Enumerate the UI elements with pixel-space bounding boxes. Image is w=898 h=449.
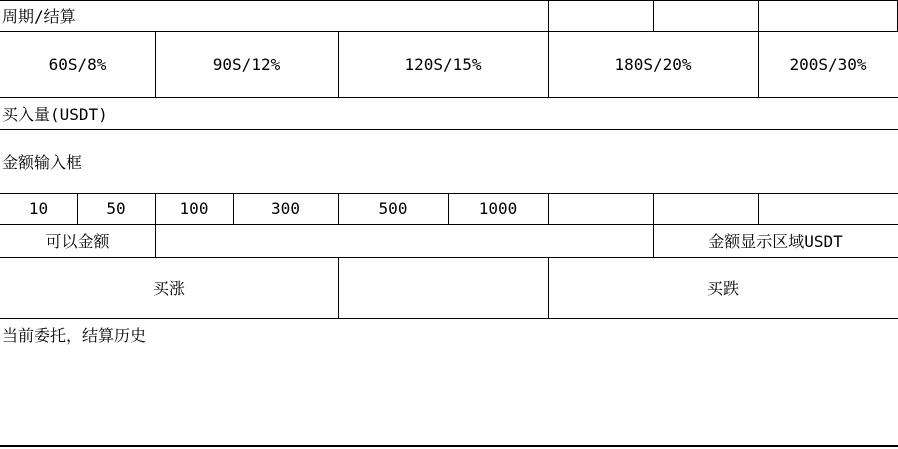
orders-history-header: 当前委托，结算历史: [2, 325, 147, 345]
orders-history-content-area: [0, 350, 898, 445]
amount-preset-500[interactable]: 500: [378, 199, 408, 218]
amount-display-area: 金额显示区域USDT: [708, 232, 843, 251]
amount-preset-10[interactable]: 10: [28, 199, 49, 218]
amount-preset-empty-2: [653, 193, 758, 224]
available-amount-value: [155, 224, 653, 257]
header-empty-cell-2: [653, 0, 758, 31]
header-empty-cell-3: [758, 0, 897, 31]
grid-hline-bottom: [0, 445, 898, 447]
buy-down-button[interactable]: 买跌: [706, 279, 739, 298]
period-option-120s[interactable]: 120S/15%: [404, 54, 482, 74]
amount-preset-300[interactable]: 300: [271, 199, 300, 218]
period-option-180s[interactable]: 180S/20%: [614, 54, 692, 74]
period-option-90s[interactable]: 90S/12%: [212, 54, 281, 74]
trade-middle-empty-cell: [338, 257, 548, 318]
amount-preset-50[interactable]: 50: [106, 199, 126, 218]
amount-preset-empty-3: [758, 193, 898, 224]
amount-preset-1000[interactable]: 1000: [478, 199, 518, 218]
amount-preset-empty-1: [548, 193, 653, 224]
period-option-60s[interactable]: 60S/8%: [48, 54, 107, 74]
available-amount-label: 可以金额: [45, 232, 110, 251]
buy-up-button[interactable]: 买涨: [152, 279, 185, 298]
period-settlement-header: 周期/结算: [2, 7, 76, 26]
header-empty-cell-1: [548, 0, 653, 31]
buy-amount-header: 买入量(USDT): [2, 104, 108, 124]
amount-preset-100[interactable]: 100: [179, 199, 209, 218]
amount-input-field[interactable]: 金额输入框: [2, 152, 83, 172]
period-option-200s[interactable]: 200S/30%: [789, 54, 867, 74]
